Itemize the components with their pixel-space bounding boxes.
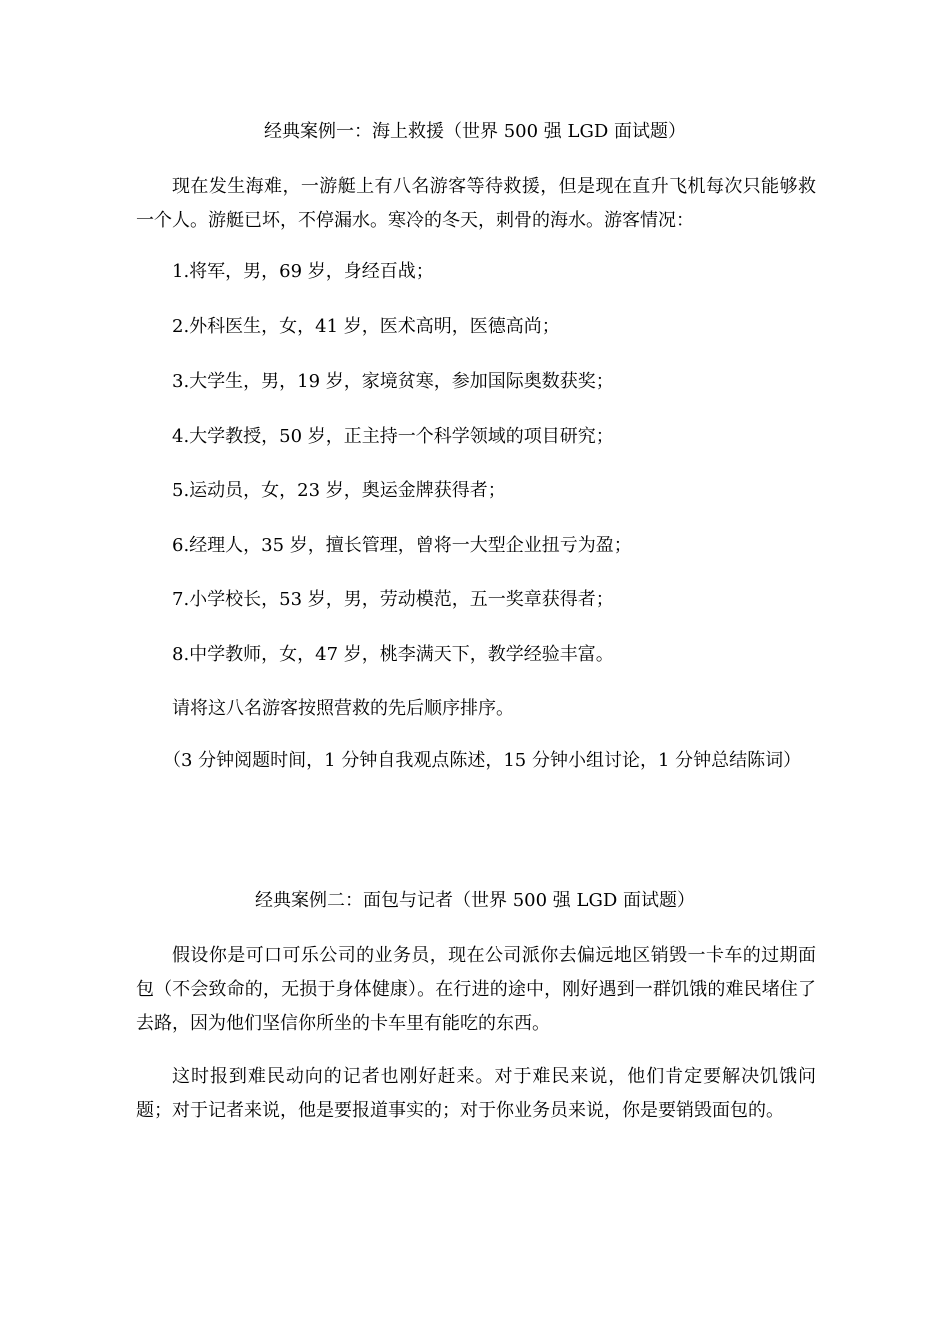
case1-list-item-7: 7.小学校长，53 岁，男，劳动模范，五一奖章获得者； — [172, 589, 614, 610]
case2-paragraph-2: 这时报到难民动向的记者也刚好赶来。对于难民来说，他们肯定要解决饥饿问题；对于记者来说，他是要报道事实的；对于你业务员来说，你是要销毁面包的。 — [136, 1066, 816, 1121]
case1-list-item-8: 8.中学教师，女，47 岁，桃李满天下，教学经验丰富。 — [172, 644, 614, 665]
case2-title: 经典案例二：面包与记者（世界 500 强 LGD 面试题） — [254, 890, 695, 911]
case1-list-item-5: 5.运动员，女，23 岁，奥运金牌获得者； — [172, 480, 506, 501]
case1-intro-paragraph: 现在发生海难，一游艇上有八名游客等待救援，但是现在直升飞机每次只能够救一个人。游艇已坏，不停漏水。寒冷的冬天，刺骨的海水。游客情况： — [136, 176, 816, 231]
case1-title: 经典案例一：海上救援（世界 500 强 LGD 面试题） — [263, 121, 686, 142]
case1-list-item-6: 6.经理人，35 岁，擅长管理，曾将一大型企业扭亏为盈； — [172, 535, 632, 556]
case2-paragraph-1: 假设你是可口可乐公司的业务员，现在公司派你去偏远地区销毁一卡车的过期面包（不会致命的，无损于身体健康）。在行进的途中，刚好遇到一群饥饿的难民堵住了去路，因为他们坚信你所坐的卡车里有能吃的东西。 — [136, 945, 816, 1034]
case1-list-item-2: 2.外科医生，女，41 岁，医术高明，医德高尚； — [172, 316, 560, 337]
case1-question: 请将这八名游客按照营救的先后顺序排序。 — [172, 698, 514, 719]
case1-list-item-3: 3.大学生，男，19 岁，家境贫寒，参加国际奥数获奖； — [172, 371, 614, 392]
case1-list-item-4: 4.大学教授，50 岁，正主持一个科学领域的项目研究； — [172, 426, 614, 447]
case1-list-item-1: 1.将军，男，69 岁，身经百战； — [172, 261, 434, 282]
case1-time-note: （3 分钟阅题时间，1 分钟自我观点陈述，15 分钟小组讨论，1 分钟总结陈词） — [163, 750, 802, 771]
